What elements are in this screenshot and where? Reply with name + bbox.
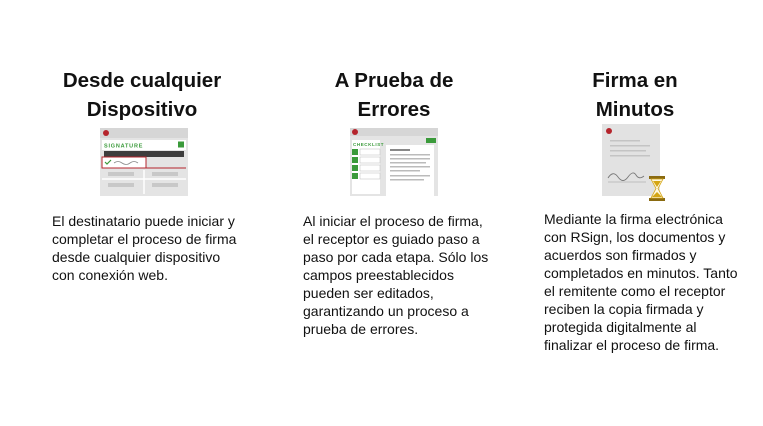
description-line: completar el proceso de firma xyxy=(52,231,237,247)
description-line: protegida digitalmente al xyxy=(544,319,697,335)
description-line: prueba de errores. xyxy=(303,321,419,337)
feature-title-errors xyxy=(304,66,484,124)
feature-title-device xyxy=(52,66,232,124)
title-line: Minutos xyxy=(595,98,675,121)
title-line: A Prueba de xyxy=(334,69,454,92)
feature-description-minutes xyxy=(544,210,738,354)
title-line: Firma en xyxy=(592,69,678,92)
description-line: el receptor es guiado paso a xyxy=(303,231,480,247)
description-line: Al iniciar el proceso de firma, xyxy=(303,213,483,229)
description-line: Mediante la firma electrónica xyxy=(544,211,723,227)
description-line: paso por cada etapa. Sólo los xyxy=(303,249,489,265)
description-line: reciben la copia firmada y xyxy=(544,301,704,317)
description-line: desde cualquier dispositivo xyxy=(52,249,221,265)
description-line: El destinatario puede iniciar y xyxy=(52,213,235,229)
illustration-label: SIGNATURE xyxy=(104,143,144,150)
signed-document-hourglass-icon xyxy=(600,124,670,202)
feature-description-errors xyxy=(303,212,488,338)
description-line: garantizando un proceso a xyxy=(303,303,469,319)
feature-description-device xyxy=(52,212,236,284)
checklist-document-icon xyxy=(350,128,438,196)
description-line: con RSign, los documentos y xyxy=(544,229,726,245)
description-line: con conexión web. xyxy=(52,267,168,283)
description-line: acuerdos son firmados y xyxy=(544,247,697,263)
title-line: Errores xyxy=(357,98,431,121)
title-line: Desde cualquier xyxy=(62,69,222,92)
feature-title-minutes xyxy=(545,66,725,124)
title-line: Dispositivo xyxy=(86,98,198,121)
description-line: campos preestablecidos xyxy=(303,267,454,283)
description-line: finalizar el proceso de firma. xyxy=(544,337,720,353)
description-line: el remitente como el receptor xyxy=(544,283,726,299)
illustration-label: CHECKLIST xyxy=(353,142,385,147)
description-line: completados en minutos. Tanto xyxy=(544,265,738,281)
signature-form-icon xyxy=(100,128,188,196)
description-line: pueden ser editados, xyxy=(303,285,434,301)
